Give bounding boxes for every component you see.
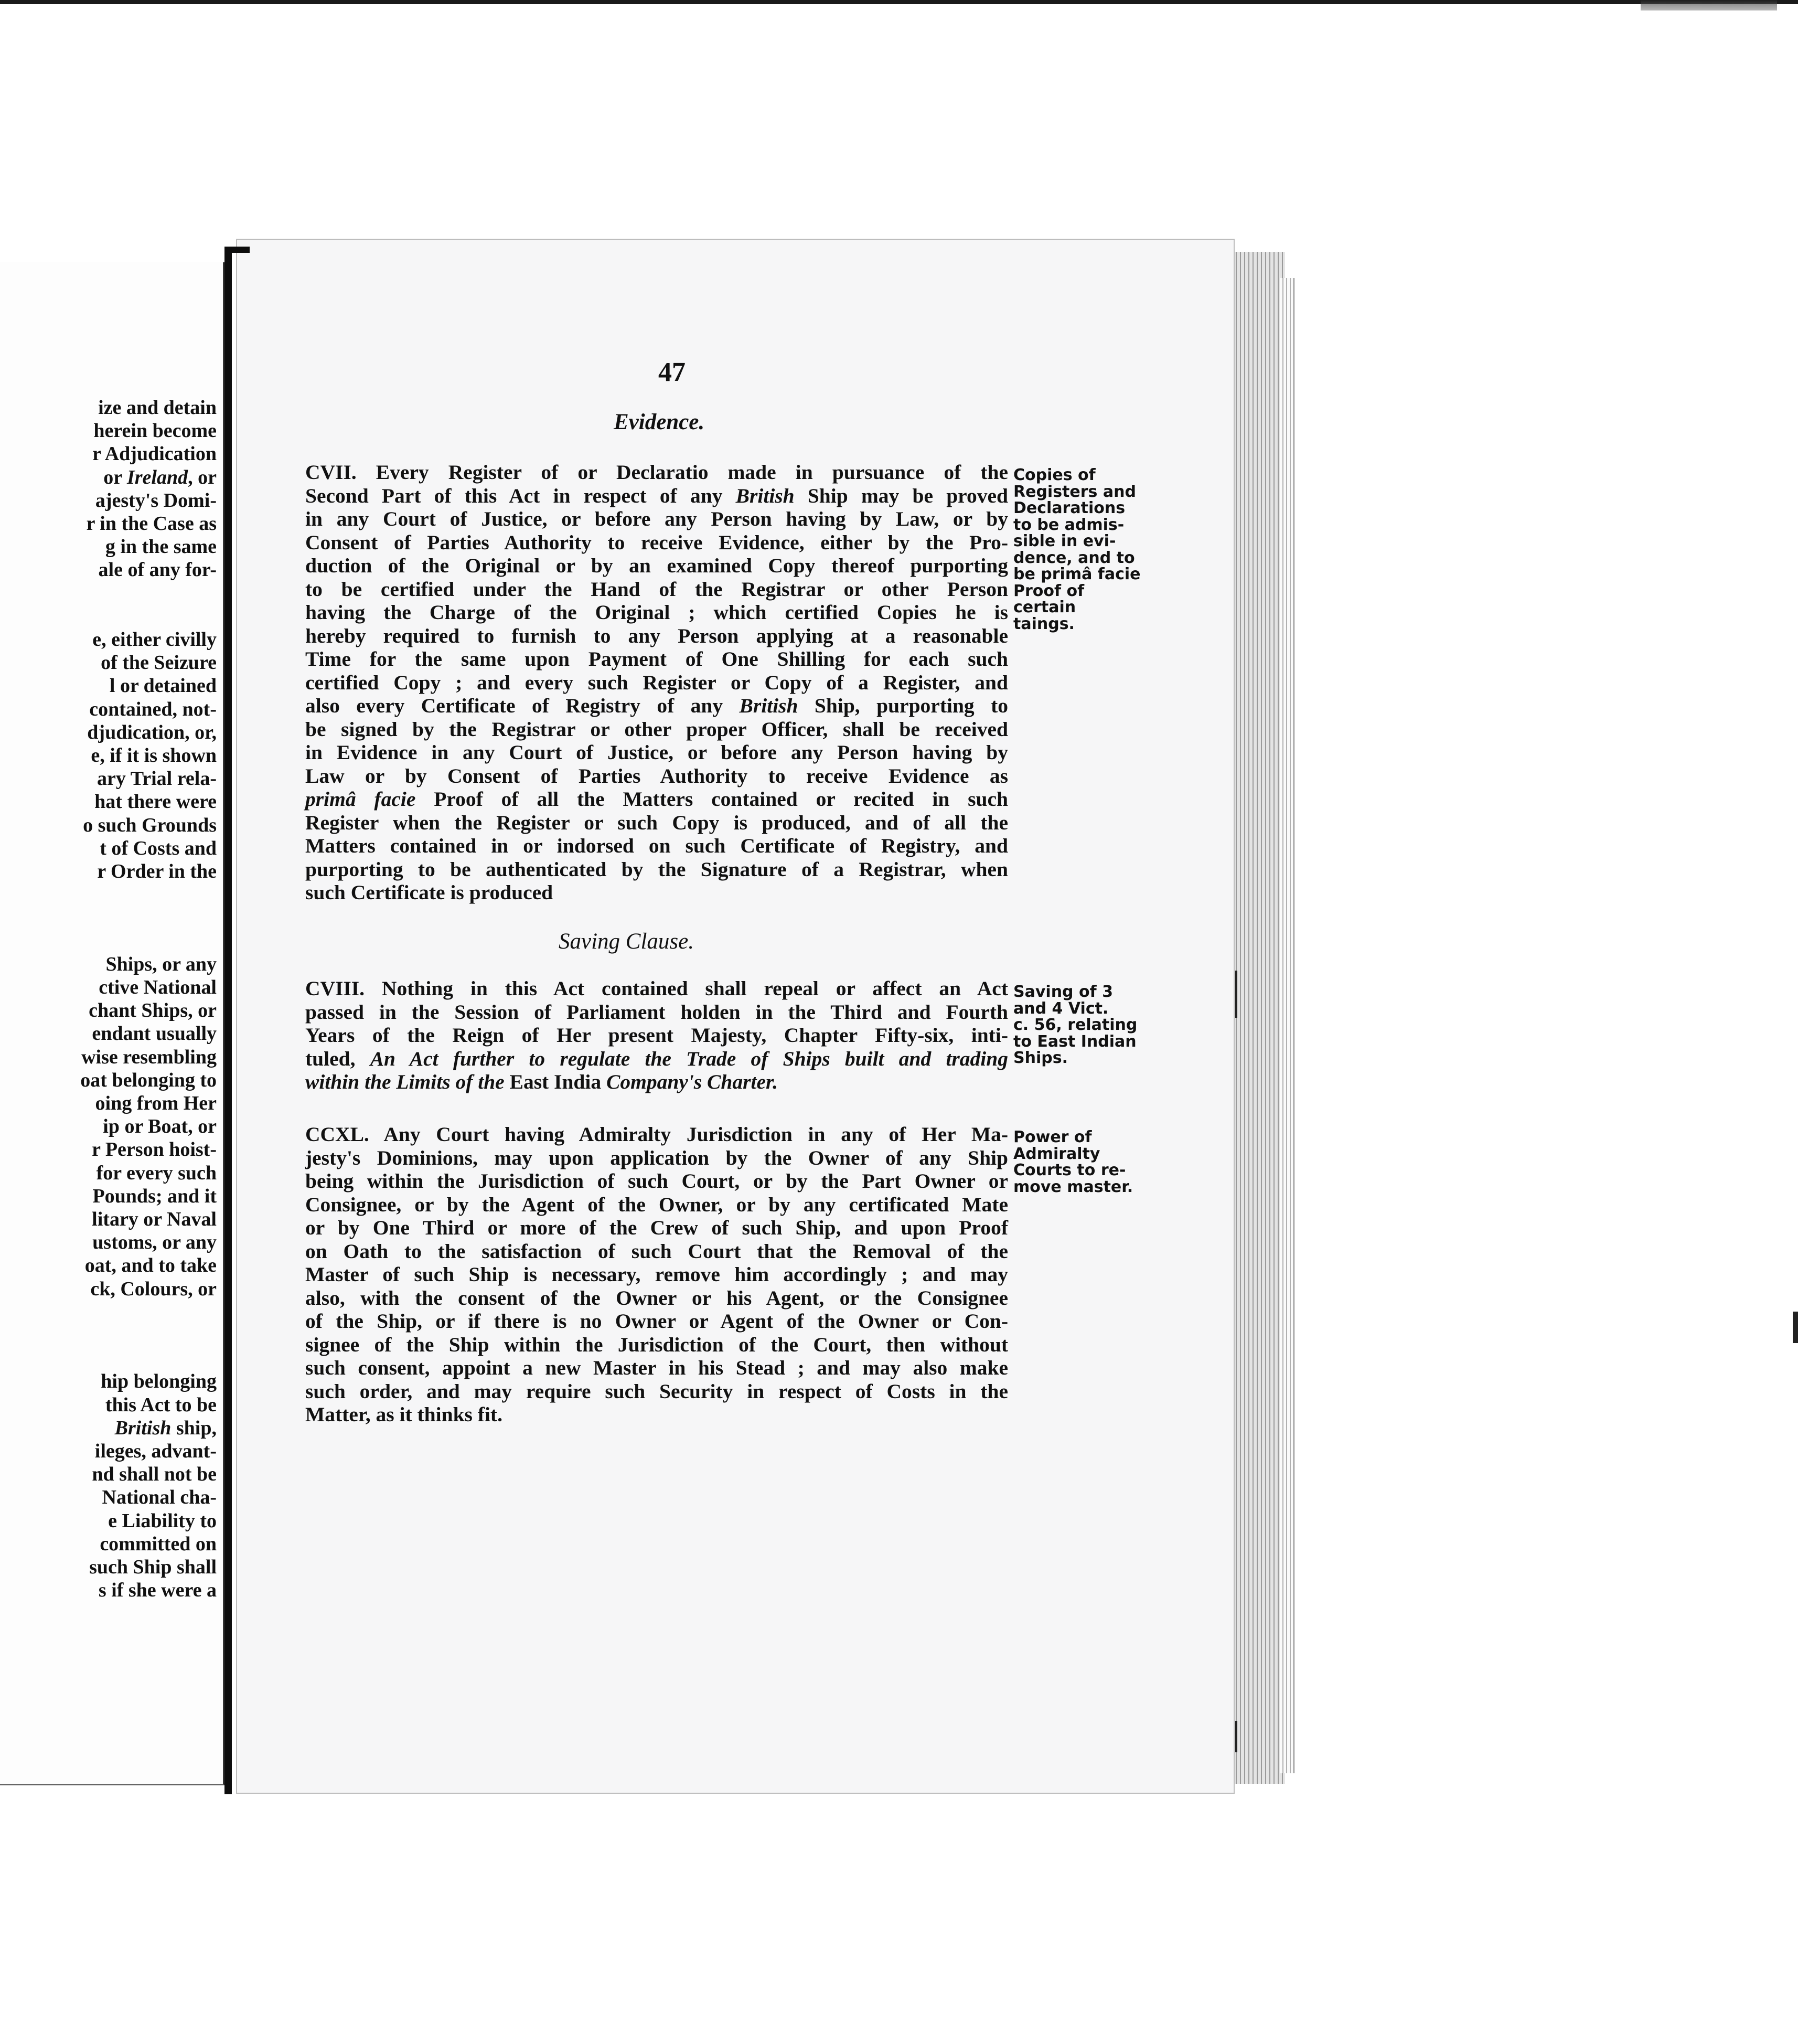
- text-line: within the Limits of the East India Company's Charter.: [305, 1070, 778, 1093]
- text-line: such Certificate is produced: [305, 881, 553, 904]
- text-line: Master of such Ship is necessary, remove him accordingly ; and may: [305, 1263, 1008, 1286]
- fragment-line: for every such: [96, 1162, 217, 1184]
- margin-note-cviii: [1013, 984, 1139, 1067]
- scan-edge-mark: [1793, 1312, 1798, 1343]
- fragment-line: ck, Colours, or: [90, 1278, 217, 1300]
- text-line: certified Copy ; and every such Register or Copy of a Register, and: [305, 670, 1008, 694]
- margin-note-line: Ships.: [1013, 1049, 1068, 1067]
- text-line: jesty's Dominions, may upon application by the Owner of any Ship: [305, 1146, 1008, 1169]
- margin-note-line: Power of: [1013, 1128, 1092, 1146]
- book-fore-edge: [1280, 278, 1294, 1773]
- previous-page-fragment: [0, 262, 224, 1785]
- spine-cap: [224, 247, 250, 253]
- fragment-line: hip belonging: [101, 1370, 217, 1393]
- fragment-line: committed on: [100, 1532, 217, 1555]
- text-line: primâ facie Proof of all the Matters contained or recited in such: [305, 787, 1009, 811]
- text-line: duction of the Original or by an examined Copy thereof purporting: [305, 554, 1008, 577]
- page-stack-edge: [1233, 252, 1285, 1784]
- fragment-line: nd shall not be: [92, 1463, 217, 1486]
- fragment-line: Pounds; and it: [92, 1185, 217, 1207]
- text-line: Second Part of this Act in respect of any British Ship may be proved: [305, 484, 1008, 507]
- text-line: CVIII. Nothing in this Act contained shall repeal or affect an Act: [305, 977, 1008, 1000]
- text-line: Matter, as it thinks fit.: [305, 1403, 502, 1426]
- text-line: Register when the Register or such Copy is produced, and of all the: [305, 811, 1008, 834]
- margin-note-line: taings.: [1013, 614, 1075, 633]
- fragment-line: r Adjudication: [92, 443, 217, 465]
- section-heading-saving-clause: Saving Clause.: [559, 929, 694, 954]
- fragment-line: djudication, or,: [87, 721, 217, 743]
- text-line: of the Ship, or if there is no Owner or Agent of the Owner or Con-: [305, 1310, 1008, 1333]
- margin-note-ccxl: [1013, 1129, 1139, 1195]
- margin-note-line: certain: [1013, 598, 1076, 616]
- margin-note-line: Registers and: [1013, 482, 1136, 501]
- text-line: having the Charge of the Original ; which certified Copies he is: [305, 601, 1008, 624]
- fragment-line: National cha-: [102, 1486, 217, 1509]
- scan-corner-shadow: [1641, 0, 1777, 10]
- margin-note-line: Admiralty: [1013, 1144, 1100, 1163]
- text-line: be signed by the Registrar or other proper Officer, shall be received: [305, 717, 1008, 741]
- fragment-line: t of Costs and: [100, 837, 217, 859]
- margin-note-cvii: [1013, 467, 1139, 632]
- margin-note-line: c. 56, relating: [1013, 1016, 1138, 1034]
- fragment-line: herein become: [93, 420, 217, 442]
- binding-mark: [1235, 1721, 1237, 1752]
- fragment-line: l or detained: [109, 675, 217, 697]
- fragment-line: litary or Naval: [92, 1208, 217, 1230]
- section-heading-evidence: Evidence.: [614, 410, 705, 434]
- page-number: 47: [658, 357, 686, 387]
- fragment-line: hat there were: [94, 791, 217, 813]
- fragment-line: or Ireland, or: [103, 466, 217, 488]
- margin-note-line: Copies of: [1013, 466, 1096, 484]
- text-line: Consignee, or by the Agent of the Owner, or by any certificated Mate: [305, 1193, 1008, 1216]
- fragment-line: of the Seizure: [101, 652, 217, 674]
- margin-note-line: Proof of: [1013, 581, 1085, 600]
- text-line: in Evidence in any Court of Justice, or before any Person having by: [305, 741, 1008, 764]
- fragment-line: oing from Her: [95, 1092, 217, 1114]
- fragment-line: chant Ships, or: [89, 999, 217, 1022]
- text-line: on Oath to the satisfaction of such Court that the Removal of the: [305, 1239, 1008, 1263]
- fragment-line: ary Trial rela-: [97, 768, 217, 790]
- fragment-line: ctive National: [99, 976, 217, 998]
- margin-note-line: dence, and to: [1013, 548, 1135, 567]
- fragment-line: e Liability to: [108, 1509, 217, 1532]
- text-line: Consent of Parties Authority to receive Evidence, either by the Pro-: [305, 530, 1008, 554]
- fragment-line: e, either civilly: [92, 629, 217, 651]
- text-line: CCXL. Any Court having Admiralty Jurisdiction in any of Her Ma-: [305, 1123, 1008, 1146]
- text-line: tuled, An Act further to regulate the Trade of Ships built and trading: [305, 1047, 1008, 1070]
- text-line: such consent, appoint a new Master in his Stead ; and may also make: [305, 1356, 1008, 1379]
- text-line: Years of the Reign of Her present Majesty, Chapter Fifty-six, inti-: [305, 1024, 1008, 1047]
- text-line: or by One Third or more of the Crew of such Ship, and upon Proof: [305, 1216, 1008, 1239]
- fragment-line: ale of any for-: [98, 559, 217, 581]
- fragment-line: such Ship shall: [89, 1556, 217, 1578]
- text-line: in any Court of Justice, or before any Person having by Law, or by: [305, 507, 1008, 530]
- fragment-line: British ship,: [114, 1417, 217, 1439]
- fragment-line: ajesty's Domi-: [95, 489, 217, 512]
- fragment-line: r Order in the: [97, 860, 217, 882]
- text-line: Time for the same upon Payment of One Shilling for each such: [305, 647, 1008, 670]
- margin-note-line: be primâ facie: [1013, 565, 1141, 583]
- fragment-line: contained, not-: [89, 698, 217, 720]
- fragment-line: ip or Boat, or: [103, 1115, 217, 1138]
- fragment-line: wise resembling: [81, 1046, 217, 1068]
- fragment-line: endant usually: [92, 1023, 217, 1045]
- text-line: CVII. Every Register of or Declaratio made in pursuance of the: [305, 461, 1008, 484]
- margin-note-line: sible in evi-: [1013, 532, 1116, 550]
- fragment-line: Ships, or any: [105, 953, 217, 975]
- text-line: such order, and may require such Security in respect of Costs in the: [305, 1379, 1008, 1403]
- text-line: Law or by Consent of Parties Authority to receive Evidence as: [305, 764, 1008, 787]
- text-line: purporting to be authenticated by the Signature of a Registrar, when: [305, 857, 1008, 881]
- margin-note-line: Saving of 3: [1013, 983, 1113, 1001]
- paragraph-cvii: [305, 461, 1008, 904]
- scan-top-edge: [0, 0, 1798, 4]
- text-line: to be certified under the Hand of the Registrar or other Person: [305, 577, 1008, 601]
- fragment-line: r in the Case as: [86, 513, 217, 535]
- margin-note-line: to be admis-: [1013, 515, 1125, 534]
- fragment-line: s if she were a: [98, 1579, 217, 1602]
- text-line: Matters contained in or indorsed on such Certificate of Registry, and: [305, 834, 1008, 857]
- binding-mark: [1235, 971, 1237, 1018]
- book-spine-gutter: [224, 249, 232, 1794]
- text-line: signee of the Ship within the Jurisdiction of the Court, then without: [305, 1333, 1008, 1356]
- paragraph-ccxl: [305, 1123, 1008, 1426]
- fragment-line: r Person hoist-: [92, 1138, 217, 1161]
- margin-note-line: to East Indian: [1013, 1032, 1137, 1051]
- paragraph-cviii: [305, 977, 1008, 1094]
- fragment-line: ileges, advant-: [94, 1440, 217, 1462]
- text-line: being within the Jurisdiction of such Court, or by the Part Owner or: [305, 1169, 1008, 1193]
- margin-note-line: move master.: [1013, 1177, 1133, 1196]
- margin-note-line: Declarations: [1013, 499, 1126, 517]
- fragment-line: ize and detain: [98, 397, 217, 419]
- text-line: hereby required to furnish to any Person applying at a reasonable: [305, 624, 1008, 647]
- fragment-line: this Act to be: [105, 1393, 217, 1416]
- margin-note-line: and 4 Vict.: [1013, 999, 1109, 1018]
- fragment-line: o such Grounds: [83, 814, 217, 836]
- text-line: passed in the Session of Parliament holden in the Third and Fourth: [305, 1000, 1008, 1024]
- fragment-line: g in the same: [105, 536, 217, 558]
- fragment-line: ustoms, or any: [92, 1231, 217, 1254]
- fragment-line: e, if it is shown: [91, 744, 217, 766]
- text-line: also every Certificate of Registry of any British Ship, purporting to: [305, 694, 1008, 717]
- margin-note-line: Courts to re-: [1013, 1161, 1126, 1179]
- fragment-line: oat belonging to: [80, 1069, 217, 1091]
- text-line: also, with the consent of the Owner or his Agent, or the Consignee: [305, 1286, 1008, 1310]
- fragment-line: oat, and to take: [84, 1254, 217, 1277]
